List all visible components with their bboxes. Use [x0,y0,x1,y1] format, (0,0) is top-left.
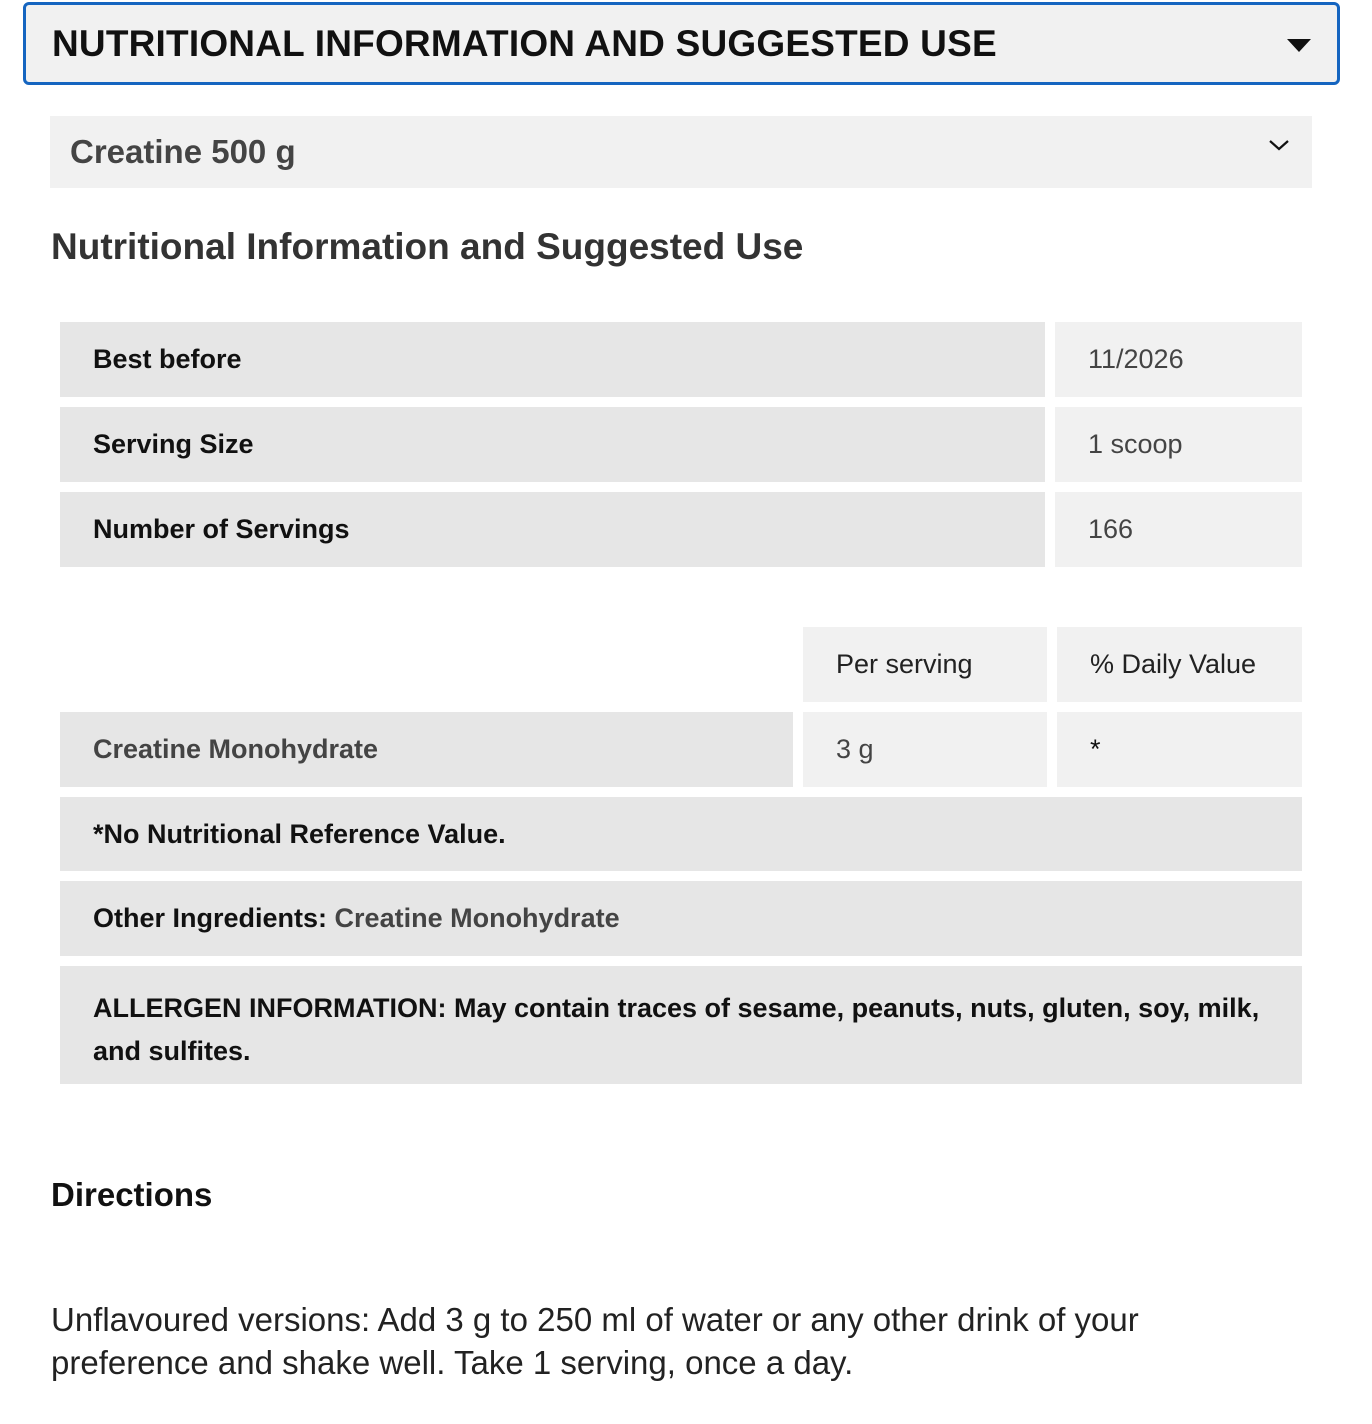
accordion-title: NUTRITIONAL INFORMATION AND SUGGESTED USE [52,22,997,64]
footnote: *No Nutritional Reference Value. [60,797,1302,871]
other-ingredients-row [60,881,1302,956]
per-serving-header: Per serving [803,627,1047,702]
number-of-servings-label: Number of Servings [60,492,1045,567]
section-title: Nutritional Information and Suggested Use [51,226,804,267]
other-ingredients-label: Other Ingredients: [93,903,328,933]
variant-select[interactable] [50,116,1312,188]
daily-value-header: % Daily Value [1057,627,1302,702]
serving-size-value: 1 scoop [1055,407,1302,482]
nutrient-name: Creatine Monohydrate [60,712,793,787]
nutrient-daily-value: * [1057,712,1302,787]
best-before-value: 11/2026 [1055,322,1302,397]
chevron-down-icon [1268,134,1290,156]
variant-selected-value: Creatine 500 g [70,133,296,170]
serving-size-label: Serving Size [60,407,1045,482]
directions-text: Unflavoured versions: Add 3 g to 250 ml of water or any other drink of your preference and shake well. Take 1 serving, once a day. [51,1301,1139,1381]
number-of-servings-value: 166 [1055,492,1302,567]
other-ingredients-value: Creatine Monohydrate [334,903,620,933]
nutrition-accordion-header[interactable] [23,2,1340,85]
best-before-label: Best before [60,322,1045,397]
allergen-information: ALLERGEN INFORMATION: May contain traces of sesame, peanuts, nuts, gluten, soy, milk, and sulfites. [60,966,1302,1084]
directions-title: Directions [51,1176,213,1213]
nutrient-per-serving: 3 g [803,712,1047,787]
caret-down-icon [1287,39,1311,52]
